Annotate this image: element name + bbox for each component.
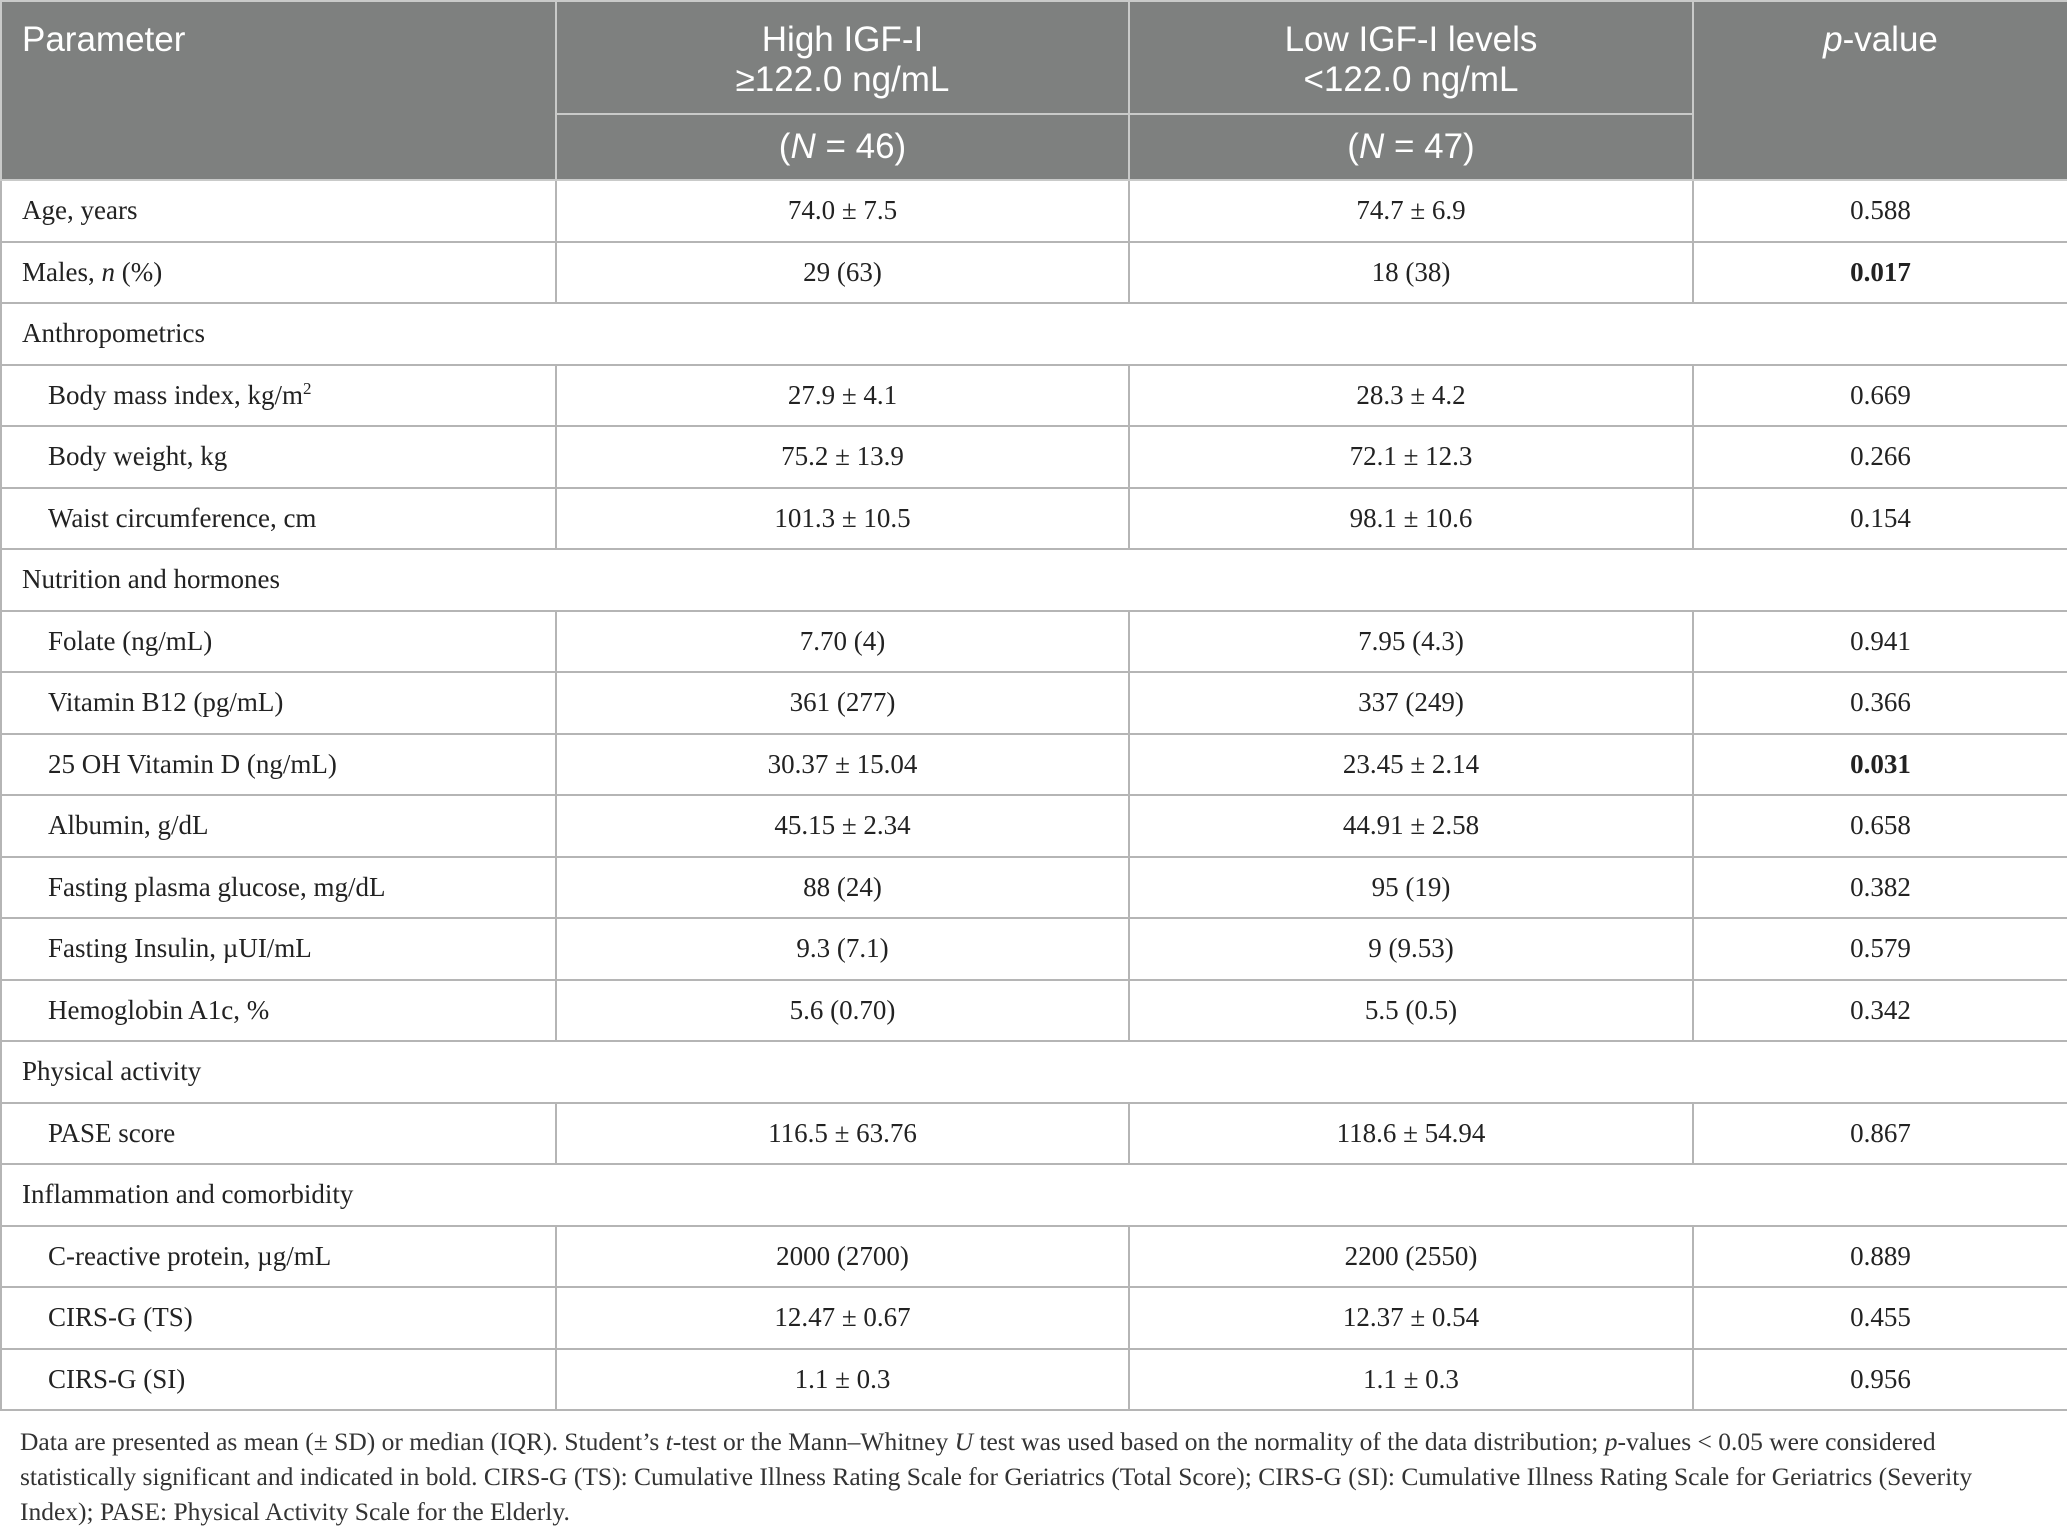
low-igf-value: 95 (19) [1129,857,1693,919]
high-igf-value: 101.3 ± 10.5 [556,488,1129,550]
p-value: 0.588 [1693,180,2067,242]
section-heading: Anthropometrics [1,303,2067,365]
high-igf-value: 7.70 (4) [556,611,1129,673]
low-igf-value: 74.7 ± 6.9 [1129,180,1693,242]
table-row [1,1287,2067,1349]
low-igf-value: 72.1 ± 12.3 [1129,426,1693,488]
table-row [1,426,2067,488]
section-row [1,1164,2067,1226]
high-igf-value: 45.15 ± 2.34 [556,795,1129,857]
high-igf-value: 2000 (2700) [556,1226,1129,1288]
table-row [1,1349,2067,1411]
row-label: Albumin, g/dL [1,795,556,857]
p-value: 0.382 [1693,857,2067,919]
low-igf-value: 12.37 ± 0.54 [1129,1287,1693,1349]
p-value: 0.342 [1693,980,2067,1042]
high-igf-value: 361 (277) [556,672,1129,734]
row-label: Vitamin B12 (pg/mL) [1,672,556,734]
row-label: Fasting Insulin, µUI/mL [1,918,556,980]
high-igf-value: 74.0 ± 7.5 [556,180,1129,242]
low-igf-value: 2200 (2550) [1129,1226,1693,1288]
header-high-igf [556,1,1129,114]
row-label: Body weight, kg [1,426,556,488]
low-igf-value: 44.91 ± 2.58 [1129,795,1693,857]
section-row [1,1041,2067,1103]
high-igf-value: 116.5 ± 63.76 [556,1103,1129,1165]
row-label: Hemoglobin A1c, % [1,980,556,1042]
p-value: 0.017 [1693,242,2067,304]
row-label: Folate (ng/mL) [1,611,556,673]
header-low-igf-threshold: <122.0 ng/mL [1303,60,1519,99]
low-igf-value: 98.1 ± 10.6 [1129,488,1693,550]
table-row [1,1103,2067,1165]
header-parameter: Parameter [1,1,556,180]
table-row [1,180,2067,242]
section-row [1,549,2067,611]
header-p-value: p-value [1693,1,2067,180]
low-igf-value: 118.6 ± 54.94 [1129,1103,1693,1165]
header-high-igf-threshold: ≥122.0 ng/mL [735,60,950,99]
row-label: Males, n (%) [1,242,556,304]
high-igf-value: 5.6 (0.70) [556,980,1129,1042]
table-row [1,980,2067,1042]
table-row [1,1226,2067,1288]
row-label: Waist circumference, cm [1,488,556,550]
table-row [1,918,2067,980]
table-row [1,734,2067,796]
low-igf-value: 5.5 (0.5) [1129,980,1693,1042]
table-footnote: Data are presented as mean (± SD) or median (IQR). Student’s t-test or the Mann–Whitney U test was used based on the normality of the data distribution; p-values < 0.05 were considered statistically significant and indicated in bold. CIRS-G (TS): Cumulative Illness Rating Scale for Geriatrics (Total Score); CIRS-G (SI): Cumulative Illness Rating Scale for Geriatrics (Severity Index); PASE: Physical Activity Scale for the Elderly. [20,1427,1973,1526]
p-value: 0.579 [1693,918,2067,980]
section-row [1,303,2067,365]
table-row [1,857,2067,919]
section-heading: Nutrition and hormones [1,549,2067,611]
low-igf-value: 7.95 (4.3) [1129,611,1693,673]
table-row [1,611,2067,673]
p-value: 0.956 [1693,1349,2067,1411]
header-low-n: (N = 47) [1129,114,1693,180]
p-value: 0.669 [1693,365,2067,427]
p-value: 0.889 [1693,1226,2067,1288]
p-value: 0.941 [1693,611,2067,673]
table-row [1,242,2067,304]
row-label: 25 OH Vitamin D (ng/mL) [1,734,556,796]
header-low-igf-title: Low IGF-I levels [1284,20,1538,59]
header-low-igf [1129,1,1693,114]
p-value: 0.658 [1693,795,2067,857]
low-igf-value: 23.45 ± 2.14 [1129,734,1693,796]
high-igf-value: 1.1 ± 0.3 [556,1349,1129,1411]
low-igf-value: 18 (38) [1129,242,1693,304]
p-value: 0.031 [1693,734,2067,796]
p-value: 0.455 [1693,1287,2067,1349]
row-label: PASE score [1,1103,556,1165]
high-igf-value: 9.3 (7.1) [556,918,1129,980]
table-row [1,672,2067,734]
header-high-n: (N = 46) [556,114,1129,180]
high-igf-value: 27.9 ± 4.1 [556,365,1129,427]
row-label: Age, years [1,180,556,242]
row-label: C-reactive protein, µg/mL [1,1226,556,1288]
p-value: 0.154 [1693,488,2067,550]
low-igf-value: 9 (9.53) [1129,918,1693,980]
table-row [1,365,2067,427]
low-igf-value: 28.3 ± 4.2 [1129,365,1693,427]
low-igf-value: 337 (249) [1129,672,1693,734]
high-igf-value: 88 (24) [556,857,1129,919]
high-igf-value: 30.37 ± 15.04 [556,734,1129,796]
high-igf-value: 12.47 ± 0.67 [556,1287,1129,1349]
p-value: 0.867 [1693,1103,2067,1165]
row-label: Body mass index, $kg/m^2$ [1,365,556,427]
row-label: Fasting plasma glucose, mg/dL [1,857,556,919]
table-row [1,488,2067,550]
section-heading: Inflammation and comorbidity [1,1164,2067,1226]
p-value: 0.366 [1693,672,2067,734]
header-high-igf-title: High IGF-I [761,20,924,59]
row-label: CIRS-G (TS) [1,1287,556,1349]
table-row [1,795,2067,857]
low-igf-value: 1.1 ± 0.3 [1129,1349,1693,1411]
high-igf-value: 29 (63) [556,242,1129,304]
high-igf-value: 75.2 ± 13.9 [556,426,1129,488]
p-value: 0.266 [1693,426,2067,488]
row-label: CIRS-G (SI) [1,1349,556,1411]
section-heading: Physical activity [1,1041,2067,1103]
